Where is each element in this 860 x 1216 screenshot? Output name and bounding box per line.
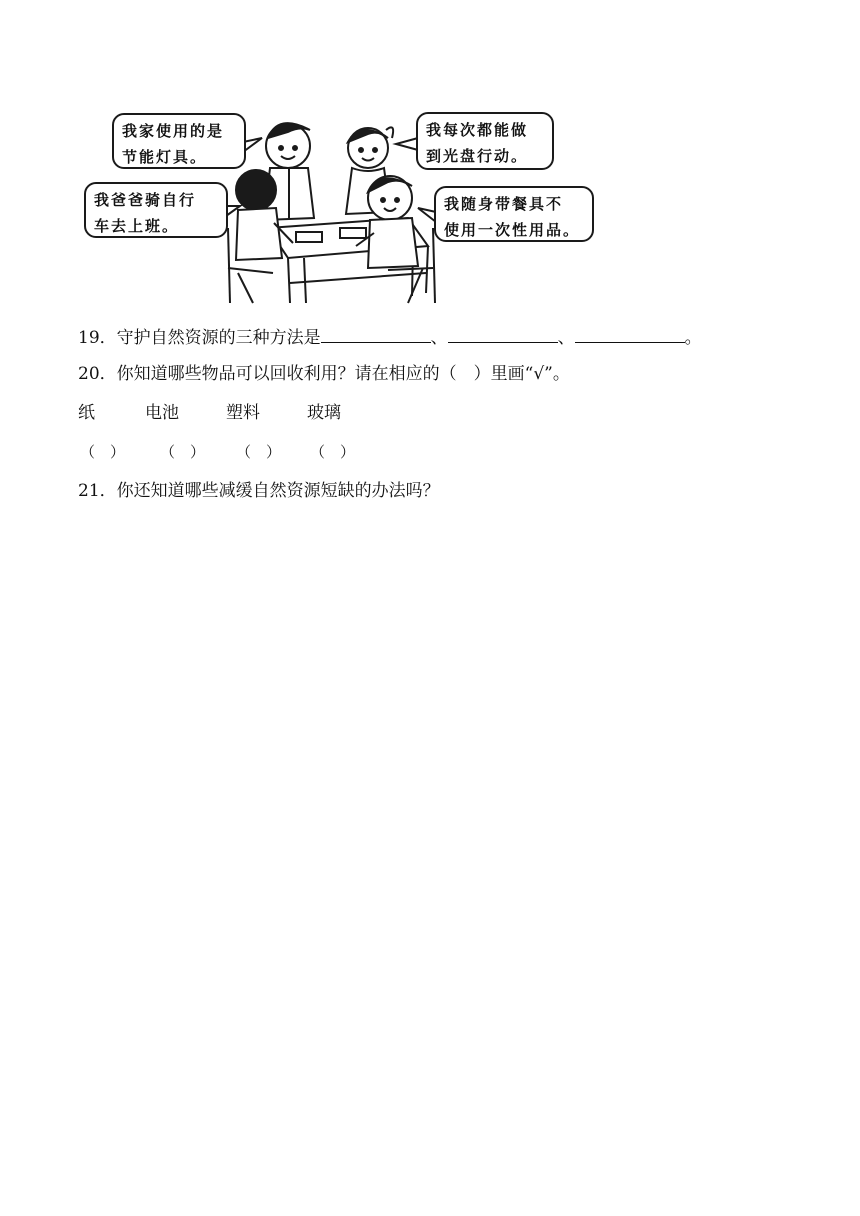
bubble-text-line: 我随身带餐具不 xyxy=(444,195,564,213)
answer-blank-1[interactable] xyxy=(321,324,431,343)
recycle-item-glass: 玻璃 xyxy=(307,403,341,423)
question-19 xyxy=(78,324,702,350)
answer-blank-2[interactable] xyxy=(448,324,558,343)
bubble-text-line: 节能灯具。 xyxy=(122,148,208,166)
bubble-text-line: 我每次都能做 xyxy=(426,121,529,139)
answer-paren-glass[interactable]: （ ） xyxy=(310,443,356,461)
answer-blank-3[interactable] xyxy=(575,324,685,343)
bubble-text-line: 我爸爸骑自行 xyxy=(94,191,197,209)
question-20 xyxy=(78,362,570,386)
answer-paren-battery[interactable]: （ ） xyxy=(160,443,206,461)
separator: 、 xyxy=(557,328,575,348)
answer-paren-plastic[interactable]: （ ） xyxy=(236,443,282,461)
question-text: 你知道哪些物品可以回收利用？请在相应的（ ）里画“√”。 xyxy=(116,364,570,384)
bubble-text-line: 到光盘行动。 xyxy=(426,147,529,165)
bubble-text-line: 使用一次性用品。 xyxy=(444,221,581,239)
answer-paren-paper[interactable]: （ ） xyxy=(80,443,126,461)
question-text: 守护自然资源的三种方法是 xyxy=(116,328,321,348)
speech-bubble-clean-plate xyxy=(416,112,554,170)
recycle-item-battery: 电池 xyxy=(145,403,179,423)
question-number: 21． xyxy=(78,481,117,501)
question-number: 20． xyxy=(78,364,117,384)
recycle-item-paper: 纸 xyxy=(78,403,95,423)
bubble-text-line: 我家使用的是 xyxy=(122,122,225,140)
sentence-end: 。 xyxy=(684,328,702,348)
bubble-text-line: 车去上班。 xyxy=(94,217,180,235)
illustration-children-conservation xyxy=(78,108,600,308)
speech-bubble-cycling xyxy=(84,182,228,238)
question-text: 你还知道哪些减缓自然资源短缺的办法吗？ xyxy=(116,481,440,501)
separator: 、 xyxy=(430,328,448,348)
question-number: 19． xyxy=(78,328,117,348)
question-21 xyxy=(78,479,440,503)
recycle-item-plastic: 塑料 xyxy=(226,403,260,423)
speech-bubble-energy-saving-lamps xyxy=(112,113,246,169)
speech-bubble-reusable-tableware xyxy=(434,186,594,242)
